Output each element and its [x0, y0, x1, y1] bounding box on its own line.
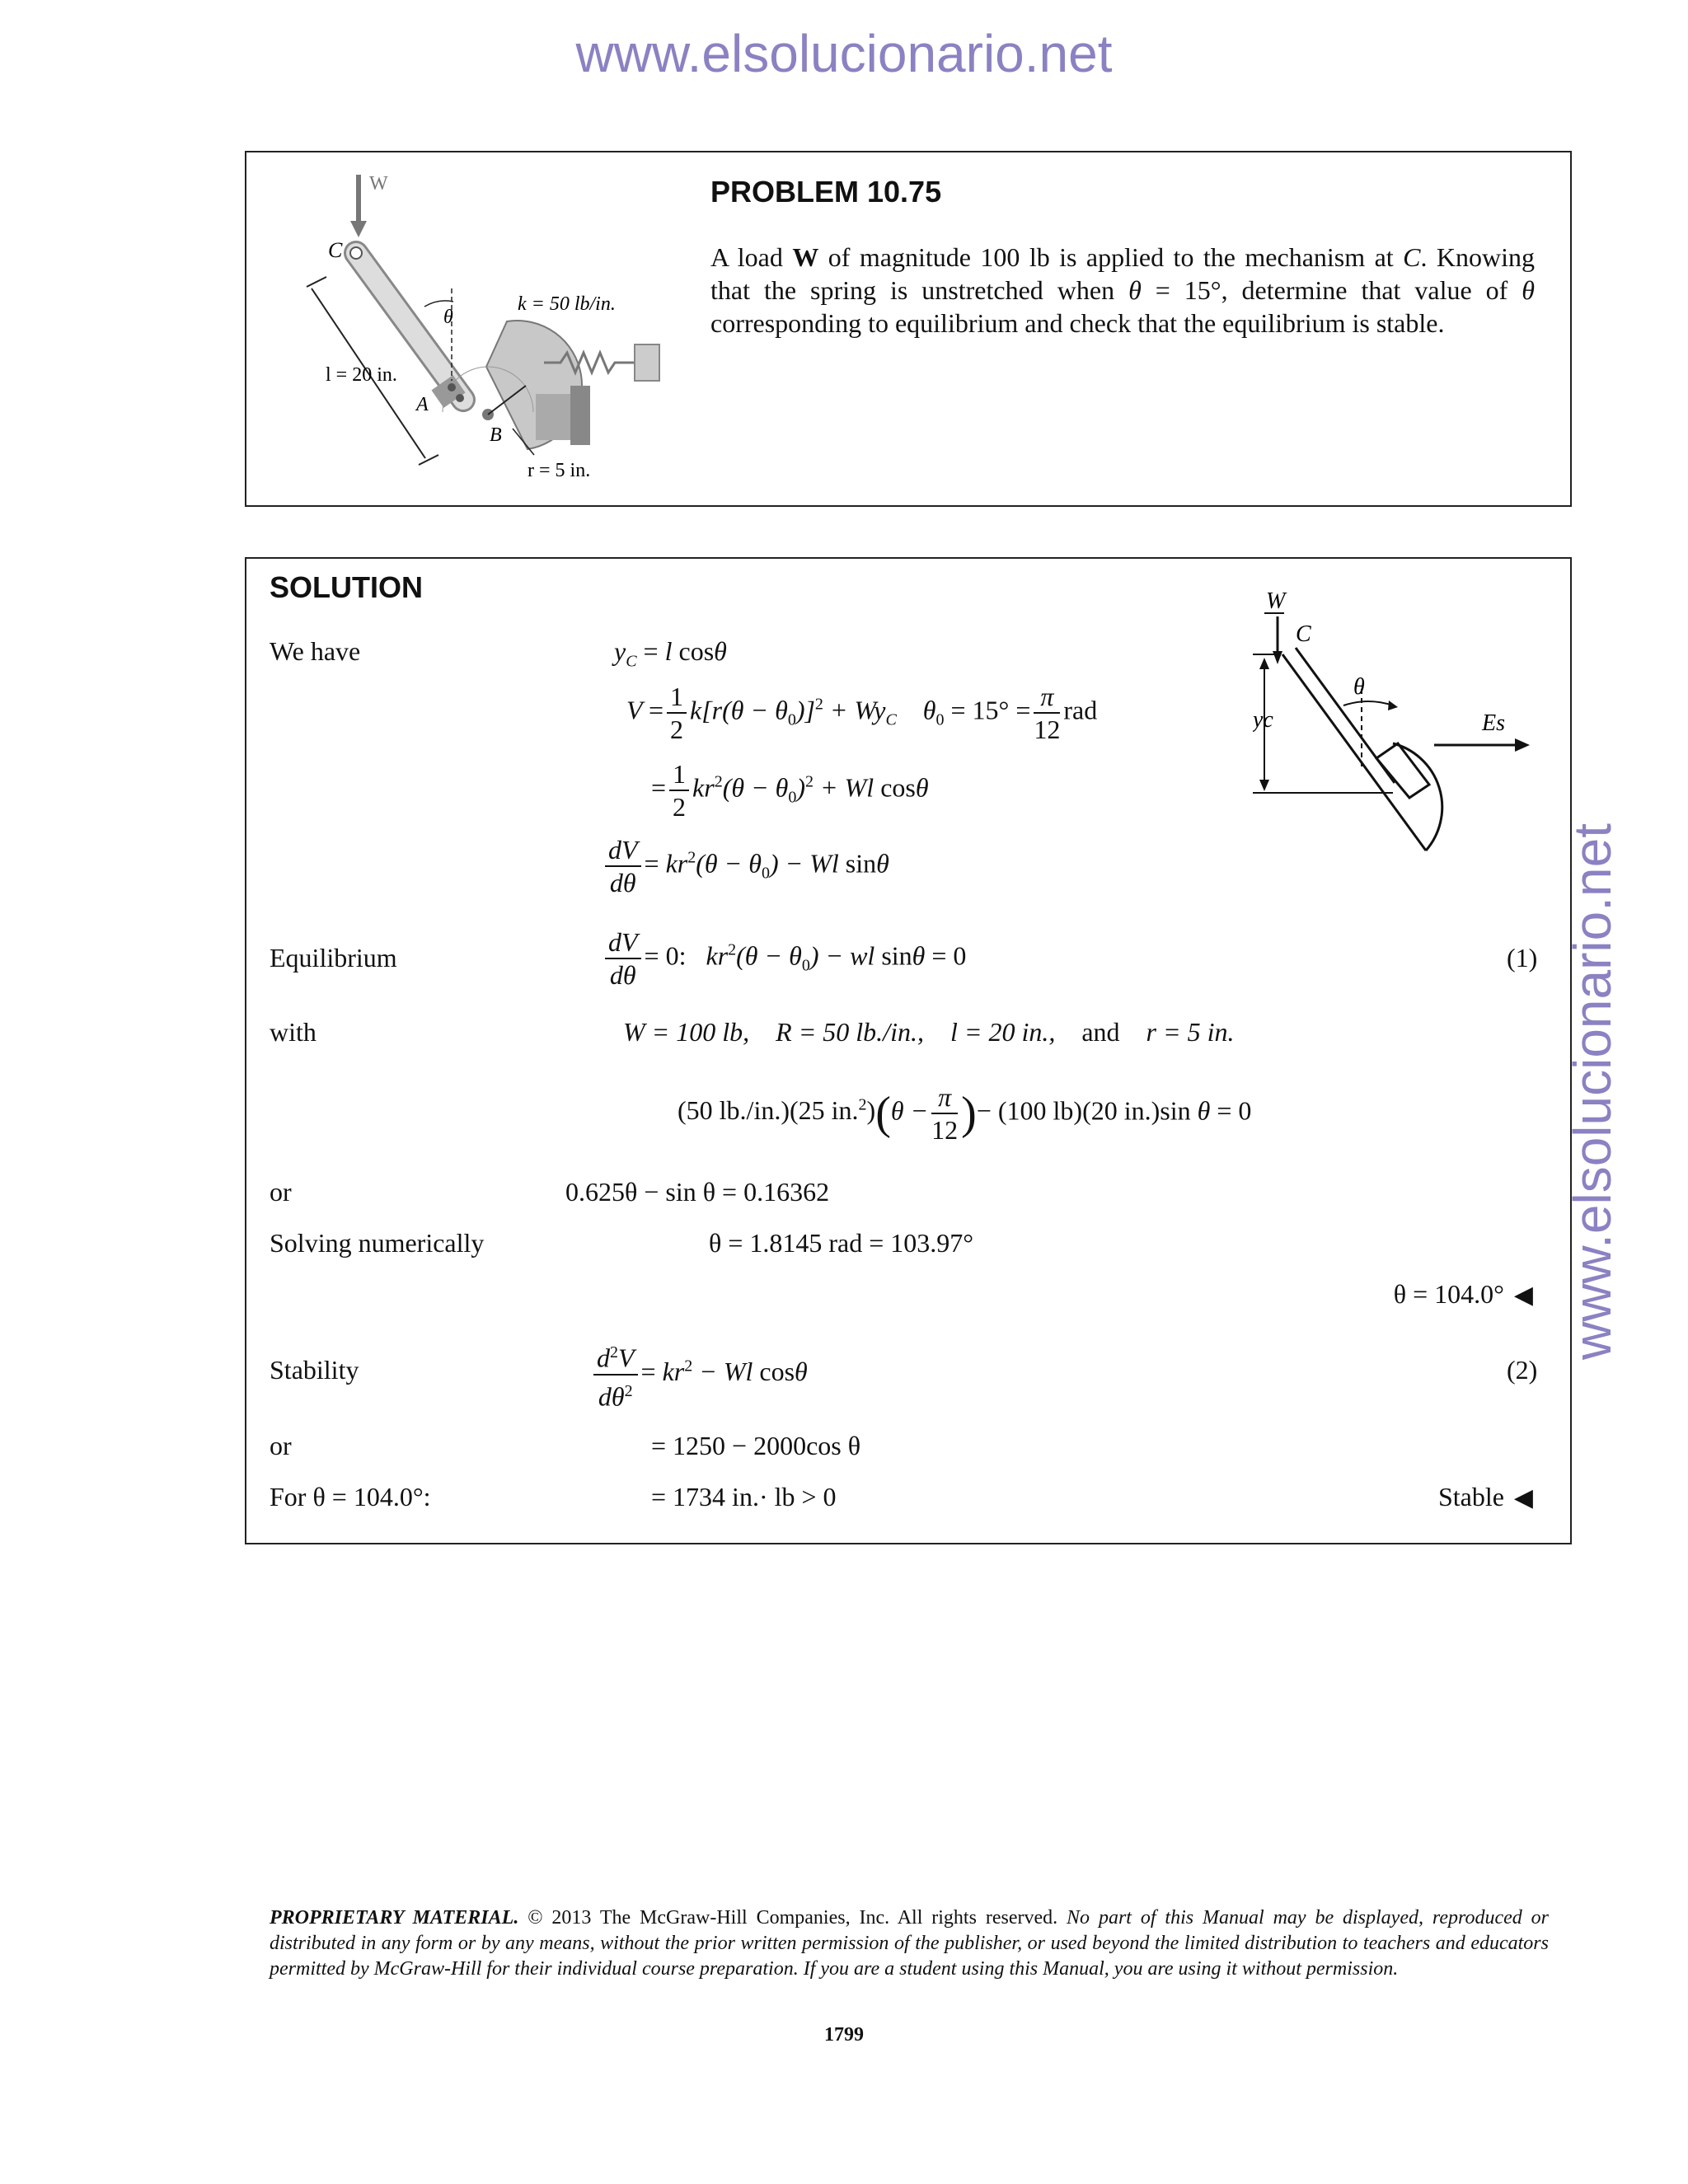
point-c-label: C — [328, 238, 343, 262]
label-solving-numerically: Solving numerically — [270, 1228, 485, 1258]
eq-stability-expanded: = 1250 − 2000cos θ — [651, 1431, 861, 1460]
point-b-label: B — [490, 424, 502, 446]
label-or-2: or — [270, 1431, 292, 1460]
sketch-load-label: W — [1266, 588, 1286, 614]
given-w: W = 100 lb, — [623, 1017, 750, 1047]
eq-substituted: (50 lb./in.)(25 in.$^2$)(θ − $\frac{\pi}{12}$ )− (100 lb)(20 in.)sin θ = 0 — [678, 1082, 1252, 1145]
sketch-angle-label: θ — [1353, 674, 1365, 700]
given-r: r = 5 in. — [1146, 1017, 1235, 1047]
eq-first-derivative: $\frac{dV}{d\theta}$ = $kr^2(\theta - \theta_0) - Wl$ sinθ — [602, 834, 889, 898]
watermark-side: www.elsolucionario.net — [1563, 823, 1622, 1360]
given-l: l = 20 in., — [950, 1017, 1056, 1047]
eq-potential-expanded: = $\frac{1}{2}$ $kr^2(\theta - \theta_0)^2 + Wl$ cosθ — [651, 759, 929, 822]
watermark-top: www.elsolucionario.net — [575, 24, 1113, 83]
given-values — [623, 1017, 1234, 1047]
solution-title: SOLUTION — [270, 570, 423, 604]
given-and: and — [1081, 1017, 1120, 1047]
label-stability: Stability — [270, 1355, 359, 1385]
stable-result: Stable ◀ — [1437, 1482, 1533, 1511]
answer-theta: θ = 104.0° ◀ — [1393, 1279, 1533, 1309]
sketch-height-label: yc — [1253, 707, 1273, 733]
point-a-label: A — [416, 394, 429, 415]
label-or-1: or — [270, 1177, 292, 1207]
copyright-notice: PROPRIETARY MATERIAL. © 2013 The McGraw-Hill Companies, Inc. All rights reserved. No part of this Manual may be displayed, reproduced or distributed in any form or by any means, without the prior written permission of the publisher, or used beyond the limited distribution to teachers and educators permitted by McGraw-Hill for their individual course preparation. If you are a student using this Manual, you are using it without permission. — [270, 1907, 1549, 1980]
page-number: 1799 — [824, 2024, 864, 2046]
label-equilibrium: Equilibrium — [270, 943, 397, 972]
given-r-spring: R = 50 lb./in., — [776, 1017, 924, 1047]
radius-label: r = 5 in. — [528, 460, 591, 481]
sketch-disk — [1393, 743, 1442, 851]
label-with: with — [270, 1017, 316, 1047]
support-wall — [570, 386, 590, 445]
answer-marker-icon: ◀ — [1513, 1282, 1533, 1309]
problem-figure — [247, 165, 676, 494]
label-for-theta: For θ = 104.0°: — [270, 1482, 431, 1511]
pin-c — [350, 247, 362, 259]
eq-number-1: (1) — [1507, 943, 1538, 972]
eq-yc: $y_C = l$ cosθ — [614, 636, 727, 671]
solution-sketch — [1253, 582, 1541, 879]
eq-numeric-solution: θ = 1.8145 rad = 103.97° — [709, 1228, 974, 1258]
sketch-force-label: Es — [1482, 710, 1505, 736]
length-label: l = 20 in. — [326, 364, 397, 386]
eq-second-derivative: $\frac{d^2V}{d\theta^2}$ = $kr^2 - Wl$ cosθ — [590, 1337, 808, 1412]
stable-marker-icon: ◀ — [1513, 1484, 1533, 1511]
eq-number-2: (2) — [1507, 1355, 1538, 1385]
load-arrow-head — [350, 221, 367, 237]
spring-label: k = 50 lb/in. — [518, 293, 616, 315]
support-block — [536, 394, 570, 440]
eq-equilibrium: $\frac{dV}{d\theta}$ = 0: $kr^2(\theta - \theta_0)$ − wl sinθ = 0 — [602, 926, 966, 991]
angle-label: θ — [443, 307, 453, 328]
label-we-have: We have — [270, 636, 361, 666]
eq-potential-energy: V = $\frac{1}{2}$ $k[r(\theta - \theta_0)]^2 + Wy_C$ $\theta_0 = 15^\circ$ = $\frac{\pi}{12}$ rad — [626, 682, 1098, 744]
problem-title: PROBLEM 10.75 — [710, 175, 942, 209]
eq-reduced: 0.625θ − sin θ = 0.16362 — [565, 1177, 830, 1207]
spring-wall — [635, 344, 659, 381]
load-label: W — [369, 173, 388, 194]
problem-statement: A load W of magnitude 100 lb is applied to the mechanism at C. Knowing that the spring is unstretched when θ = 15°, determine that value of θ corresponding to equilibrium and check that the equilibrium is stable. — [710, 242, 1536, 338]
eq-stability-value: = 1734 in.· lb > 0 — [651, 1482, 837, 1511]
sketch-point-label: C — [1296, 621, 1311, 647]
